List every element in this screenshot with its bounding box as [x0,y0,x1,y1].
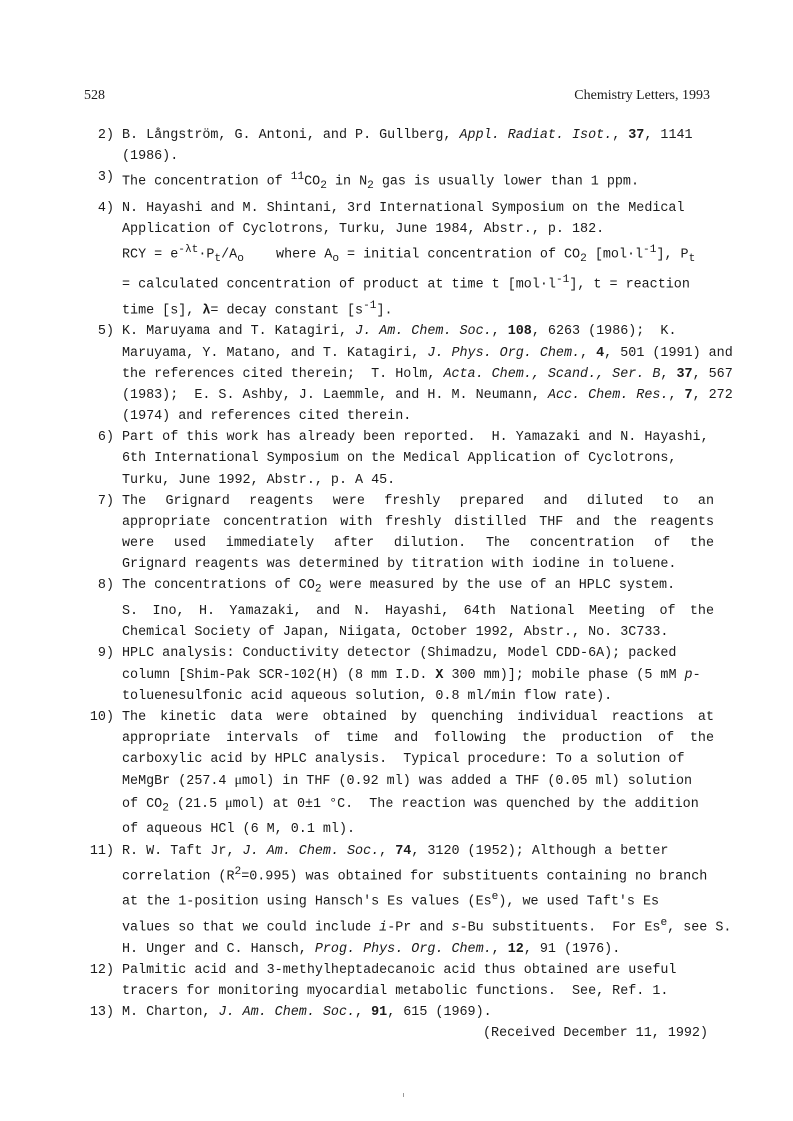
text: where A [243,247,333,263]
reference-line: Turku, June 1992, Abstr., p. A 45. [122,472,396,488]
text: MeMgBr (257.4 [122,774,235,790]
text: CO [304,174,321,190]
text: 300 mm)]; mobile phase (5 mM [443,667,685,683]
reference-line: appropriate intervals of time and following the production of the [122,731,714,747]
reference-line: (1974) and references cited therein. [122,409,412,425]
reference-line: Part of this work has already been reported. H. Yamazaki and N. Hayashi, [122,430,709,446]
text: at the 1-position using Hansch's Es values (Es [122,894,492,910]
lambda-symbol: λ [202,303,211,319]
text: H. Unger and C. Hansch, [122,941,315,957]
journal-title: J. Phys. Org. Chem. [427,345,581,361]
reference-number: 11) [89,843,114,859]
text: , [491,324,508,340]
rcy-equation-line [122,240,714,270]
reference-11 [84,841,732,960]
volume: 4 [596,345,605,361]
text: column [Shim-Pak SCR-102(H) (8 mm I.D. [122,667,436,683]
reference-12 [84,960,714,1002]
reference-line: (1986). [122,149,179,165]
text: -Bu substituents. For Es [459,920,661,936]
reference-line [122,841,714,862]
superscript: -1 [363,299,377,312]
text: the references cited therein; T. Holm, [122,366,444,382]
text: , [668,387,685,403]
subscript: 2 [162,802,169,815]
journal-title: J. Am. Chem. Soc. [218,1005,356,1021]
superscript: e [491,891,499,904]
reference-line [122,793,714,820]
subscript: t [688,253,696,266]
volume: 74 [395,843,412,859]
italic-prefix: i [379,920,388,936]
reference-line [122,770,714,792]
reference-8 [84,575,714,643]
subscript: 2 [320,180,327,193]
volume: 108 [507,324,532,340]
text: , see S. [667,920,732,936]
reference-number: 12) [89,962,114,978]
running-header [84,88,710,110]
reference-line: appropriate concentration with freshly distilled THF and the reagents [122,514,714,530]
volume: 37 [676,366,693,382]
reference-line [122,887,714,913]
italic-prefix: s [451,920,460,936]
text: RCY = e [122,247,179,263]
text: , [355,1005,372,1021]
reference-line: N. Hayashi and M. Shintani, 3rd International Symposium on the Medical [122,200,685,216]
text: , 6263 (1986); K. [531,324,677,340]
text: (1983); E. S. Ashby, J. Laemmle, and H. M. Neumann, [122,387,548,403]
reference-13 [84,1002,714,1023]
reference-line: The kinetic data were obtained by quenching individual reactions at [122,709,714,725]
reference-line: toluenesulfonic acid aqueous solution, 0.8 ml/min flow rate). [122,688,613,704]
journal-title: Acc. Chem. Res. [547,387,669,403]
text: , 272 [692,387,733,403]
reference-line [122,1002,714,1023]
reference-line: Chemical Society of Japan, Niigata, October 1992, Abstr., No. 3C733. [122,625,669,641]
text: The concentrations of CO [122,578,315,594]
reference-line: were used immediately after dilution. The concentration of the [122,536,714,552]
text: = decay constant [s [210,303,364,319]
text: , 567 [692,366,733,382]
superscript: 11 [290,171,305,184]
reference-line [122,296,714,322]
scan-mark [403,1093,404,1097]
italic-prefix: p [684,667,693,683]
reference-line: The Grignard reagents were freshly prepared and diluted to an [122,493,714,509]
reference-7 [84,491,714,576]
text: -Pr and [387,920,452,936]
reference-line: carboxylic acid by HPLC analysis. Typical procedure: To a solution of [122,752,685,768]
subscript: 2 [314,584,322,597]
reference-number: 10) [89,709,114,725]
text: values so that we could include [122,920,380,936]
text: gas is usually lower than 1 ppm. [373,174,639,190]
reference-line: of aqueous HCl (6 M, 0.1 ml). [122,822,356,838]
text: R. W. Taft Jr, [122,843,243,859]
mu-symbol: μ [225,795,233,811]
reference-3 [84,167,714,197]
text: ], P [656,247,689,263]
superscript: e [660,916,668,929]
reference-number: 9) [97,646,114,662]
reference-9 [84,643,714,706]
text: =0.995) was obtained for substituents containing no branch [241,869,708,885]
text: time [s], [122,303,203,319]
journal-name: Chemistry Letters, 1993 [574,88,710,103]
text: were measured by the use of an HPLC system. [321,578,676,594]
reference-4 [84,198,714,322]
text: , [612,128,629,143]
reference-number: 5) [97,324,114,340]
text: [mol·l [586,247,644,263]
volume: 12 [507,941,524,957]
reference-line [122,167,714,197]
subscript: o [237,253,244,266]
superscript: -λt [178,243,199,256]
text: (21.5 [168,796,226,812]
text: ·P [198,247,215,263]
reference-number: 2) [97,128,114,143]
text: /A [221,247,238,263]
text: , [580,345,597,361]
reference-line [122,125,714,146]
reference-line [122,321,714,342]
reference-number: 3) [97,170,114,186]
reference-line [122,364,733,385]
journal-title: J. Am. Chem. Soc. [242,843,380,859]
mu-symbol: μ [234,773,243,789]
subscript: 2 [367,180,374,193]
text: M. Charton, [122,1005,219,1021]
times-symbol: X [435,667,444,683]
reference-line [122,665,714,686]
reference-line [122,939,714,960]
subscript: 2 [580,253,587,266]
reference-line: 6th International Symposium on the Medical Application of Cyclotrons, [122,451,677,467]
text: in N [326,174,368,190]
reference-5 [84,321,733,427]
text: The concentration of [122,174,291,190]
text: K. Maruyama and T. Katagiri, [122,324,356,340]
reference-2 [84,125,714,167]
text: - [692,667,701,683]
superscript: 2 [234,865,242,878]
received-date: (Received December 11, 1992) [483,1026,708,1042]
journal-title: J. Am. Chem. Soc. [355,324,492,340]
reference-line [122,385,733,406]
reference-line [122,343,733,364]
reference-line: S. Ino, H. Yamazaki, and N. Hayashi, 64th National Meeting of the [122,604,714,620]
reference-line: tracers for monitoring myocardial metabolic functions. See, Ref. 1. [122,983,669,999]
text: mol) in THF (0.92 ml) was added a THF (0.05 ml) solution [242,774,693,790]
reference-6 [84,427,714,490]
text: , 91 (1976). [523,941,621,957]
text: , 3120 (1952); Although a better [411,843,669,859]
journal-title: Acta. Chem., Scand., Ser. B [443,366,661,382]
text: ], t = reaction [569,277,690,293]
volume: 91 [371,1005,388,1021]
reference-line: Application of Cyclotrons, Turku, June 1984, Abstr., p. 182. [122,221,605,237]
text: , [660,366,677,382]
reference-line: Grignard reagents was determined by titration with iodine in toluene. [122,557,677,573]
text: , [491,941,508,957]
reference-line [122,270,714,296]
text: ]. [376,303,393,319]
superscript: -1 [555,274,570,287]
text: , 501 (1991) and [604,345,733,361]
text: ), we used Taft's Es [498,894,660,910]
journal-title: Prog. Phys. Org. Chem. [314,941,492,957]
volume: 37 [628,128,645,143]
text: , 615 (1969). [387,1005,492,1021]
text: , 1141 [644,128,693,143]
reference-line: HPLC analysis: Conductivity detector (Shimadzu, Model CDD-6A); packed [122,646,677,662]
text: Maruyama, Y. Matano, and T. Katagiri, [122,345,428,361]
reference-line [122,862,714,888]
superscript: -1 [643,243,657,256]
subscript: o [332,253,340,266]
page-number: 528 [84,88,105,103]
text: = initial concentration of CO [339,247,581,263]
reference-10 [84,707,714,841]
text: of CO [122,796,163,812]
reference-line [122,575,714,601]
reference-number: 8) [97,578,114,594]
references-list [84,125,733,1044]
reference-line [122,913,732,939]
reference-number: 13) [89,1005,114,1021]
reference-number: 7) [97,493,114,509]
text: = calculated concentration of product at time t [mol·l [122,277,556,293]
reference-line: Palmitic acid and 3-methylheptadecanoic acid thus obtained are useful [122,962,677,978]
text: , [379,843,396,859]
volume: 7 [684,387,693,403]
subscript: t [214,253,222,266]
text: mol) at 0±1 °C. The reaction was quenched by the addition [232,796,699,812]
text: correlation (R [122,869,235,885]
journal-title: Appl. Radiat. Isot. [459,128,613,143]
reference-number: 6) [97,430,114,446]
reference-number: 4) [97,200,114,216]
text: B. Långström, G. Antoni, and P. Gullberg, [122,128,460,143]
